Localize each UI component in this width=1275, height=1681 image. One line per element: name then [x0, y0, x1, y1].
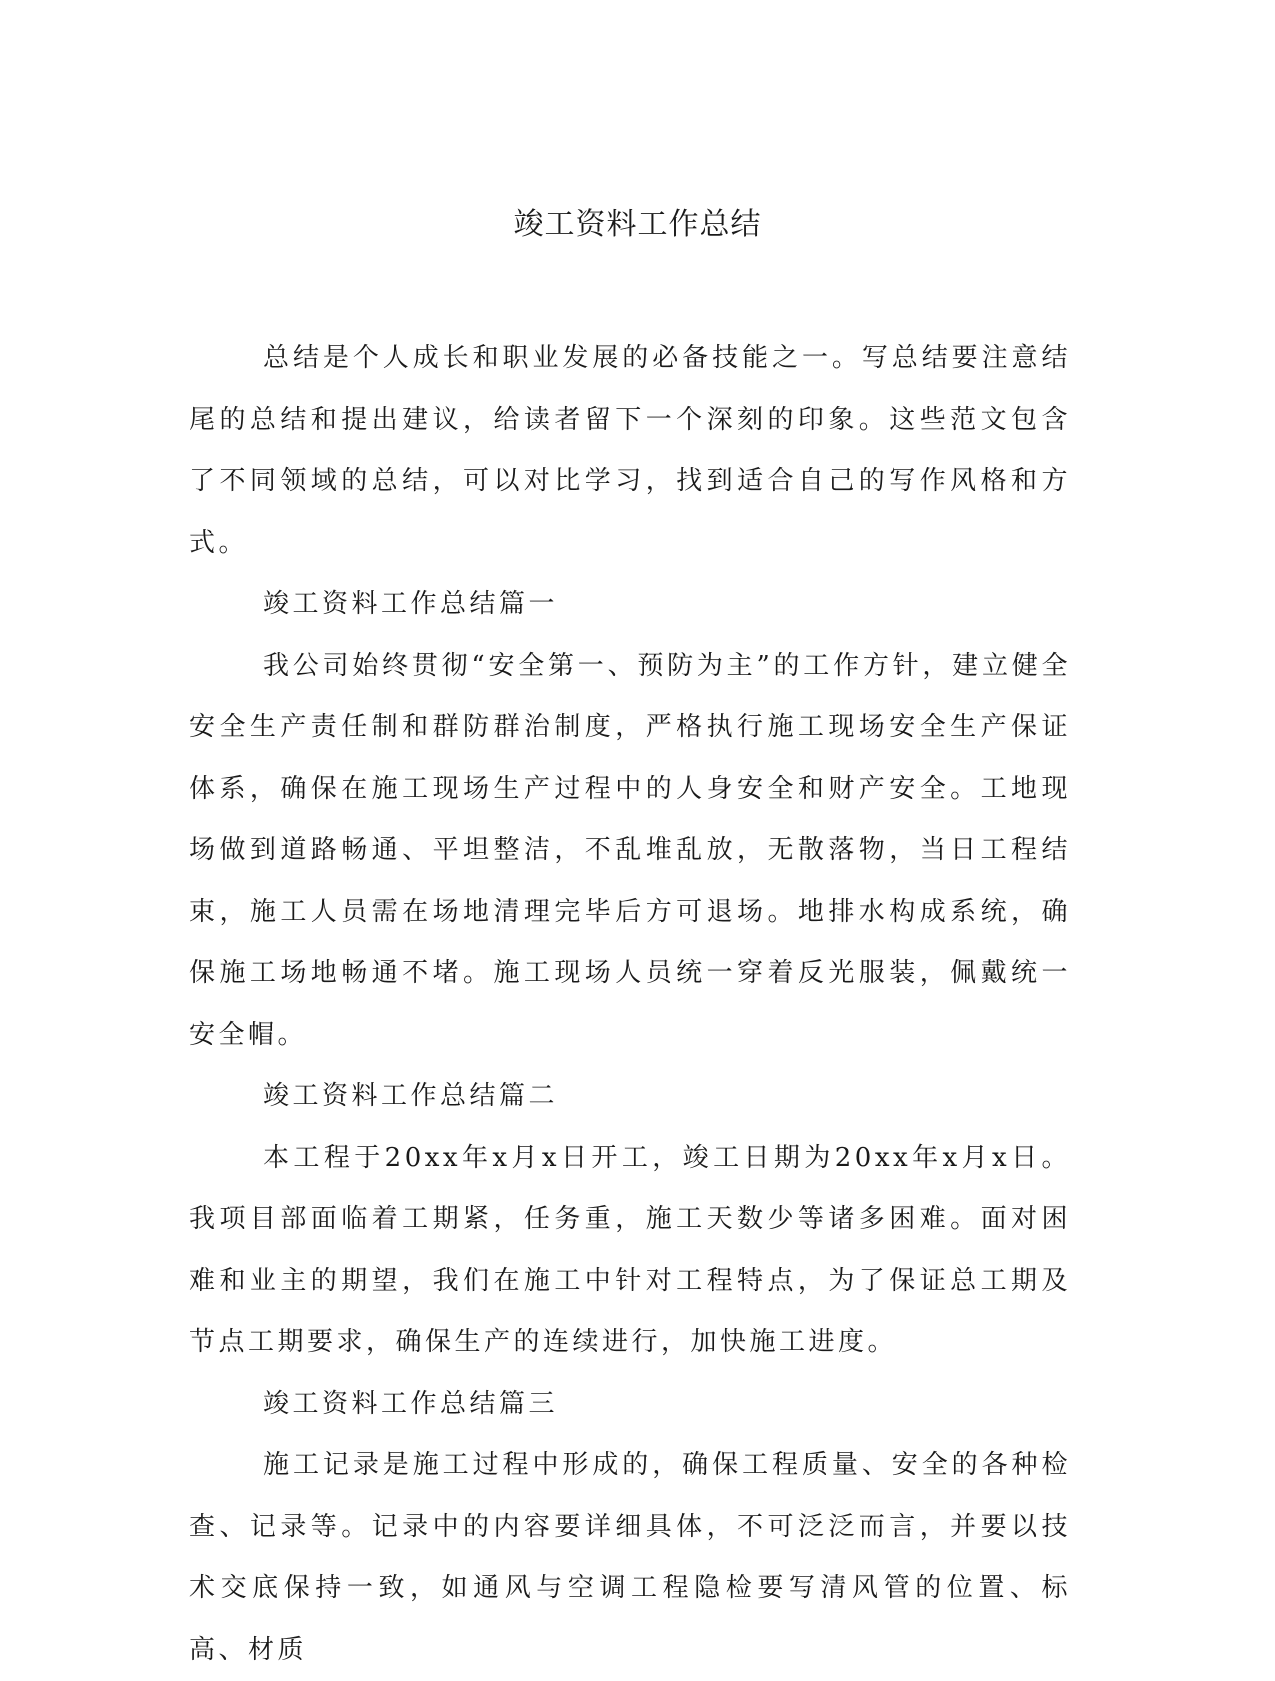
section-heading-3: 竣工资料工作总结篇三: [263, 1388, 559, 1419]
section-2-paragraph: 本工程于20xx年x月x日开工，竣工日期为20xx年x月x日。我项目部面临着工期紧，任务重，施工天数少等诸多困难。面对困难和业主的期望，我们在施工中针对工程特点，为了保证总工期及节点工期要求，确保生产的连续进行，加快施工进度。: [189, 1142, 1071, 1357]
section-heading-1: 竣工资料工作总结篇一: [263, 589, 559, 619]
section-1-paragraph: 我公司始终贯彻“安全第一、预防为主”的工作方针，建立健全安全生产责任制和群防群治制度，严格执行施工现场安全生产保证体系，确保在施工现场生产过程中的人身安全和财产安全。工地现场做到道路畅通、平坦整洁，不乱堆乱放，无散落物，当日工程结束，施工人员需在场地清理完毕后方可退场。地排水构成系统，确保施工场地畅通不堵。施工现场人员统一穿着反光服装，佩戴统一安全帽。: [189, 650, 1071, 1050]
section-heading-2: 竣工资料工作总结篇二: [263, 1081, 559, 1111]
intro-paragraph: 总结是个人成长和职业发展的必备技能之一。写总结要注意结尾的总结和提出建议，给读者留下一个深刻的印象。这些范文包含了不同领域的总结，可以对比学习，找到适合自己的写作风格和方式。: [189, 343, 1071, 558]
document-title: 竣工资料工作总结: [513, 207, 762, 242]
document-body: [189, 328, 1071, 1681]
section-3-paragraph: 施工记录是施工过程中形成的，确保工程质量、安全的各种检查、记录等。记录中的内容要详细具体，不可泛泛而言，并要以技术交底保持一致，如通风与空调工程隐检要写清风管的位置、标高、材质: [189, 1450, 1071, 1665]
